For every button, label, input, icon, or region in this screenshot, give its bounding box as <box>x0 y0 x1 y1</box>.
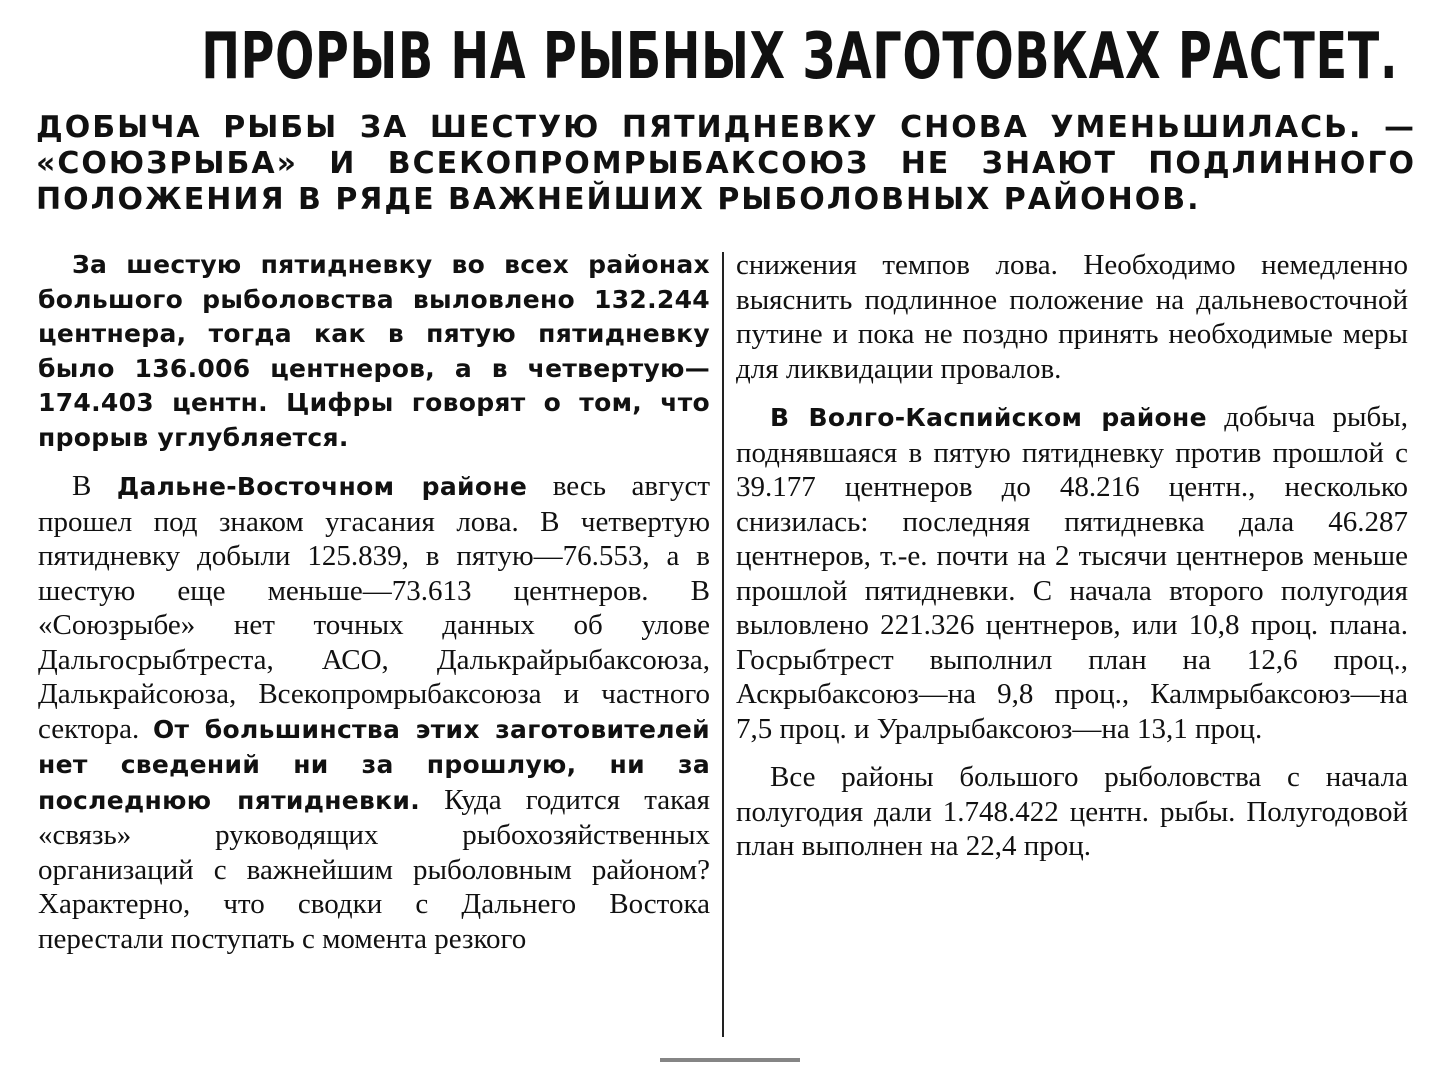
far-east-emphasis: От большинства этих заготовителей нет сведений ни за прошлую, ни за последнюю пятидневки. <box>38 714 710 815</box>
subheadline: ДОБЫЧА РЫБЫ ЗА ШЕСТУЮ ПЯТИДНЕВКУ СНОВА УМЕНЬШИЛАСЬ. — «СОЮЗРЫБА» И ВСЕКОПРОМРЫБАКСОЮЗ НЕ ЗНАЮТ ПОДЛИННОГО ПОЛОЖЕНИЯ В РЯДЕ ВАЖНЕЙШИХ РЫБОЛОВНЫХ РАЙОНОВ. <box>36 110 1416 217</box>
lead-paragraph: За шестую пятидневку во всех районах большого рыболовства выловлено 132.244 центнера, тогда как в пятую пятидневку было 136.006 центнеров, а в четвертую—174.403 центн. Цифры говорят о том, что прорыв углубляется. <box>38 250 710 452</box>
bottom-rule-fragment <box>660 1058 800 1062</box>
right-column <box>736 248 1408 878</box>
far-east-body: весь август прошел под знаком угасания лова. В четвертую пятидневку добыли 125.839, в пятую—76.553, а в шестую еще меньше—73.613 центнеров. В «Союзрыбе» нет точных данных об улове Дальгосрыбтреста, АСО, Далькрайрыбаксоюза, Далькрайсоюза, Всекопромрыбаксоюза и частного сектора. <box>38 470 711 745</box>
volga-caspian-body: добыча рыбы, поднявшаяся в пятую пятидневку против прошлой с 39.177 центнеров до 48.216 центн., несколько снизилась: последняя пятидневка дала 46.287 центнеров, т.-е. почти на 2 тысячи центнеров меньше прошлой пятидневки. С начала второго полугодия выловлено 221.326 центнеров, или 10,8 проц. плана. Госрыбтрест выполнил план на 12,6 проц., Аскрыбаксоюз—на 9,8 проц., Калмрыбаксоюз—на 7,5 проц. и Уралрыбаксоюз—на 13,1 проц. <box>736 401 1408 745</box>
headline: ПРОРЫВ НА РЫБНЫХ ЗАГОТОВКАХ РАСТЕТ. <box>201 20 1399 94</box>
summary-paragraph: Все районы большого рыболовства с начала полугодия дали 1.748.422 центн. рыбы. Полугодовой план выполнен на 22,4 проц. <box>736 761 1408 862</box>
continuation-paragraph: снижения темпов лова. Необходимо немедленно выяснить подлинное положение на дальневосточной путине и пока не поздно принять необходимые меры для ликвидации провалов. <box>736 249 1408 385</box>
left-column <box>38 248 710 970</box>
far-east-intro: В <box>72 470 117 502</box>
column-divider <box>722 252 724 1037</box>
far-east-end: Куда годится такая «связь» руководящих рыбохозяйственных организаций с важнейшим рыболовным районом? Характерно, что сводки с Дальнего Востока перестали поступать с момента резкого <box>38 783 710 955</box>
volga-caspian-region: В Волго-Каспийском районе <box>770 403 1207 432</box>
far-east-paragraph <box>38 469 710 956</box>
volga-caspian-paragraph <box>736 400 1408 746</box>
far-east-region: Дальне-Восточном районе <box>116 472 528 501</box>
